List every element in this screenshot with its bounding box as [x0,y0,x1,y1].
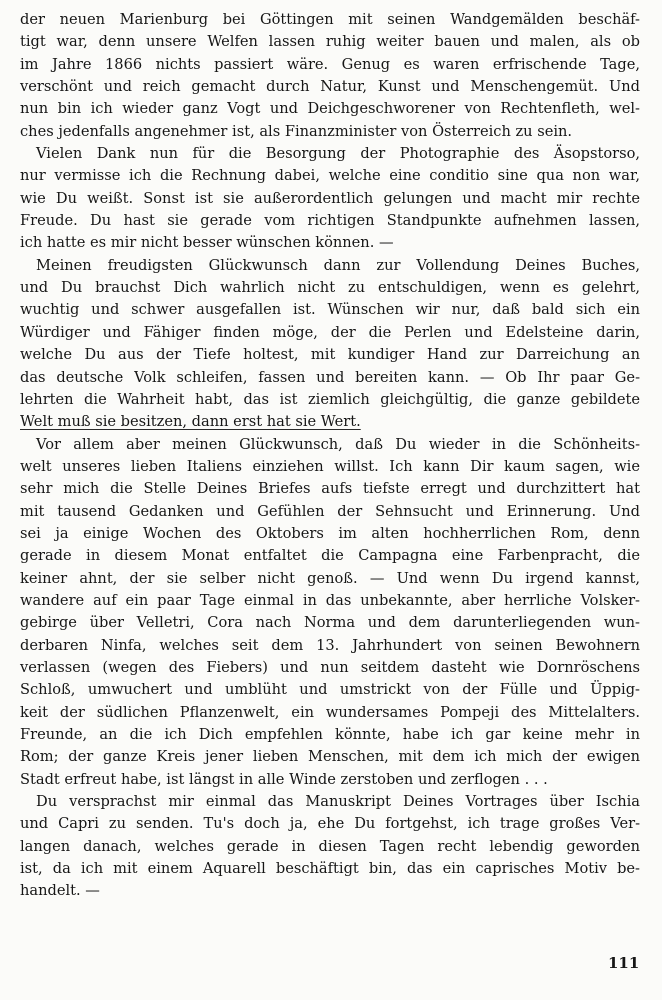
text-line: wandere auf ein paar Tage einmal in das unbekannte, aber herrliche Volsker- [20,591,640,609]
text-line: welt unseres lieben Italiens einziehen willst. Ich kann Dir kaum sagen, wie [20,457,640,475]
text-line: welche Du aus der Tiefe holtest, mit kundiger Hand zur Darreichung an [20,346,640,364]
text-line: ich hatte es mir nicht besser wünschen können. — [20,234,394,252]
text-line: Schloß, umwuchert und umblüht und umstrickt von der Fülle und Üppig- [20,681,640,699]
text-line: der neuen Marienburg bei Göttingen mit seinen Wandgemälden beschäf- [20,11,640,28]
paragraph-3 [20,255,640,434]
text-line: wie Du weißt. Sonst ist sie außerordentlich gelungen und macht mir rechte [20,189,640,207]
text-line: sehr mich die Stelle Deines Briefes aufs tiefste erregt und durchzittert hat [20,480,640,498]
paragraph-2 [20,143,640,255]
text-line: Vor allem aber meinen Glückwunsch, daß Du wieder in die Schönheits- [36,435,640,453]
text-line: das deutsche Volk schleifen, fassen und bereiten kann. — Ob Ihr paar Ge- [20,368,640,386]
text-line: Freude. Du hast sie gerade vom richtigen Standpunkte aufnehmen lassen, [20,212,640,230]
text-line: und Du brauchst Dich wahrlich nicht zu entschuldigen, wenn es gelehrt, [20,279,640,297]
text-line: im Jahre 1866 nichts passiert wäre. Genug es waren erfrischende Tage, [20,55,640,73]
paragraph-5 [20,791,640,903]
text-line: mit tausend Gedanken und Gefühlen der Sehnsucht und Erinnerung. Und [20,502,640,520]
text-line: tigt war, denn unsere Welfen lassen ruhig weiter bauen und malen, als ob [20,33,640,51]
text-line: nur vermisse ich die Rechnung dabei, welche eine conditio sine qua non war, [20,167,640,185]
text-line: lehrten die Wahrheit habt, das ist ziemlich gleichgültig, die ganze gebildete [20,390,640,408]
paragraph-4 [20,434,640,792]
paragraph-1 [20,9,640,143]
text-line: ches jedenfalls angenehmer ist, als Finanzminister von Österreich zu sein. [20,122,573,140]
text-line: Würdiger und Fähiger finden möge, der die Perlen und Edelsteine darin, [20,323,640,341]
text-line: und Capri zu senden. Tu's doch ja, ehe Du fortgehst, ich trage großes Ver- [20,815,640,833]
text-line: Vielen Dank nun für die Besorgung der Photographie des Äsopstorso, [36,145,640,163]
text-line: ist, da ich mit einem Aquarell beschäftigt bin, das ein caprisches Motiv be- [20,860,640,878]
page-number: 111 [608,954,640,972]
text-line: gebirge über Velletri, Cora nach Norma und dem darunterliegenden wun- [20,614,640,632]
underlined-text: Welt muß sie besitzen, dann erst hat sie Wert. [20,413,361,431]
text-line: keit der südlichen Pflanzenwelt, ein wundersames Pompeji des Mittelalters. [20,703,640,721]
text-line: gerade in diesem Monat entfaltet die Campagna eine Farbenpracht, die [20,547,640,565]
text-line: verlassen (wegen des Fiebers) und nun seitdem dasteht wie Dornröschens [20,658,640,676]
text-line: Stadt erfreut habe, ist längst in alle Winde zerstoben und zerflogen . . . [20,770,548,788]
underlined-text-line [20,411,640,433]
page-body [20,9,640,903]
text-line: keiner ahnt, der sie selber nicht genoß. — Und wenn Du irgend kannst, [20,569,640,587]
text-line: derbaren Ninfa, welches seit dem 13. Jahrhundert von seinen Bewohnern [20,636,640,654]
text-line: wuchtig und schwer ausgefallen ist. Wünschen wir nur, daß bald sich ein [20,301,640,319]
text-line: langen danach, welches gerade in diesen Tagen recht lebendig geworden [20,837,640,855]
text-line: verschönt und reich gemacht durch Natur, Kunst und Menschengemüt. Und [20,78,640,96]
text-line: handelt. — [20,882,100,900]
text-line: Rom; der ganze Kreis jener lieben Menschen, mit dem ich mich der ewigen [20,748,640,766]
text-line: Meinen freudigsten Glückwunsch dann zur Vollendung Deines Buches, [36,256,640,274]
text-line: nun bin ich wieder ganz Vogt und Deichgeschworener von Rechtenfleth, wel- [20,100,640,118]
text-line: sei ja einige Wochen des Oktobers im alten hochherrlichen Rom, denn [20,524,640,542]
text-line: Freunde, an die ich Dich empfehlen könnte, habe ich gar keine mehr in [20,726,640,743]
text-line: Du versprachst mir einmal das Manuskript Deines Vortrages über Ischia [36,793,640,811]
